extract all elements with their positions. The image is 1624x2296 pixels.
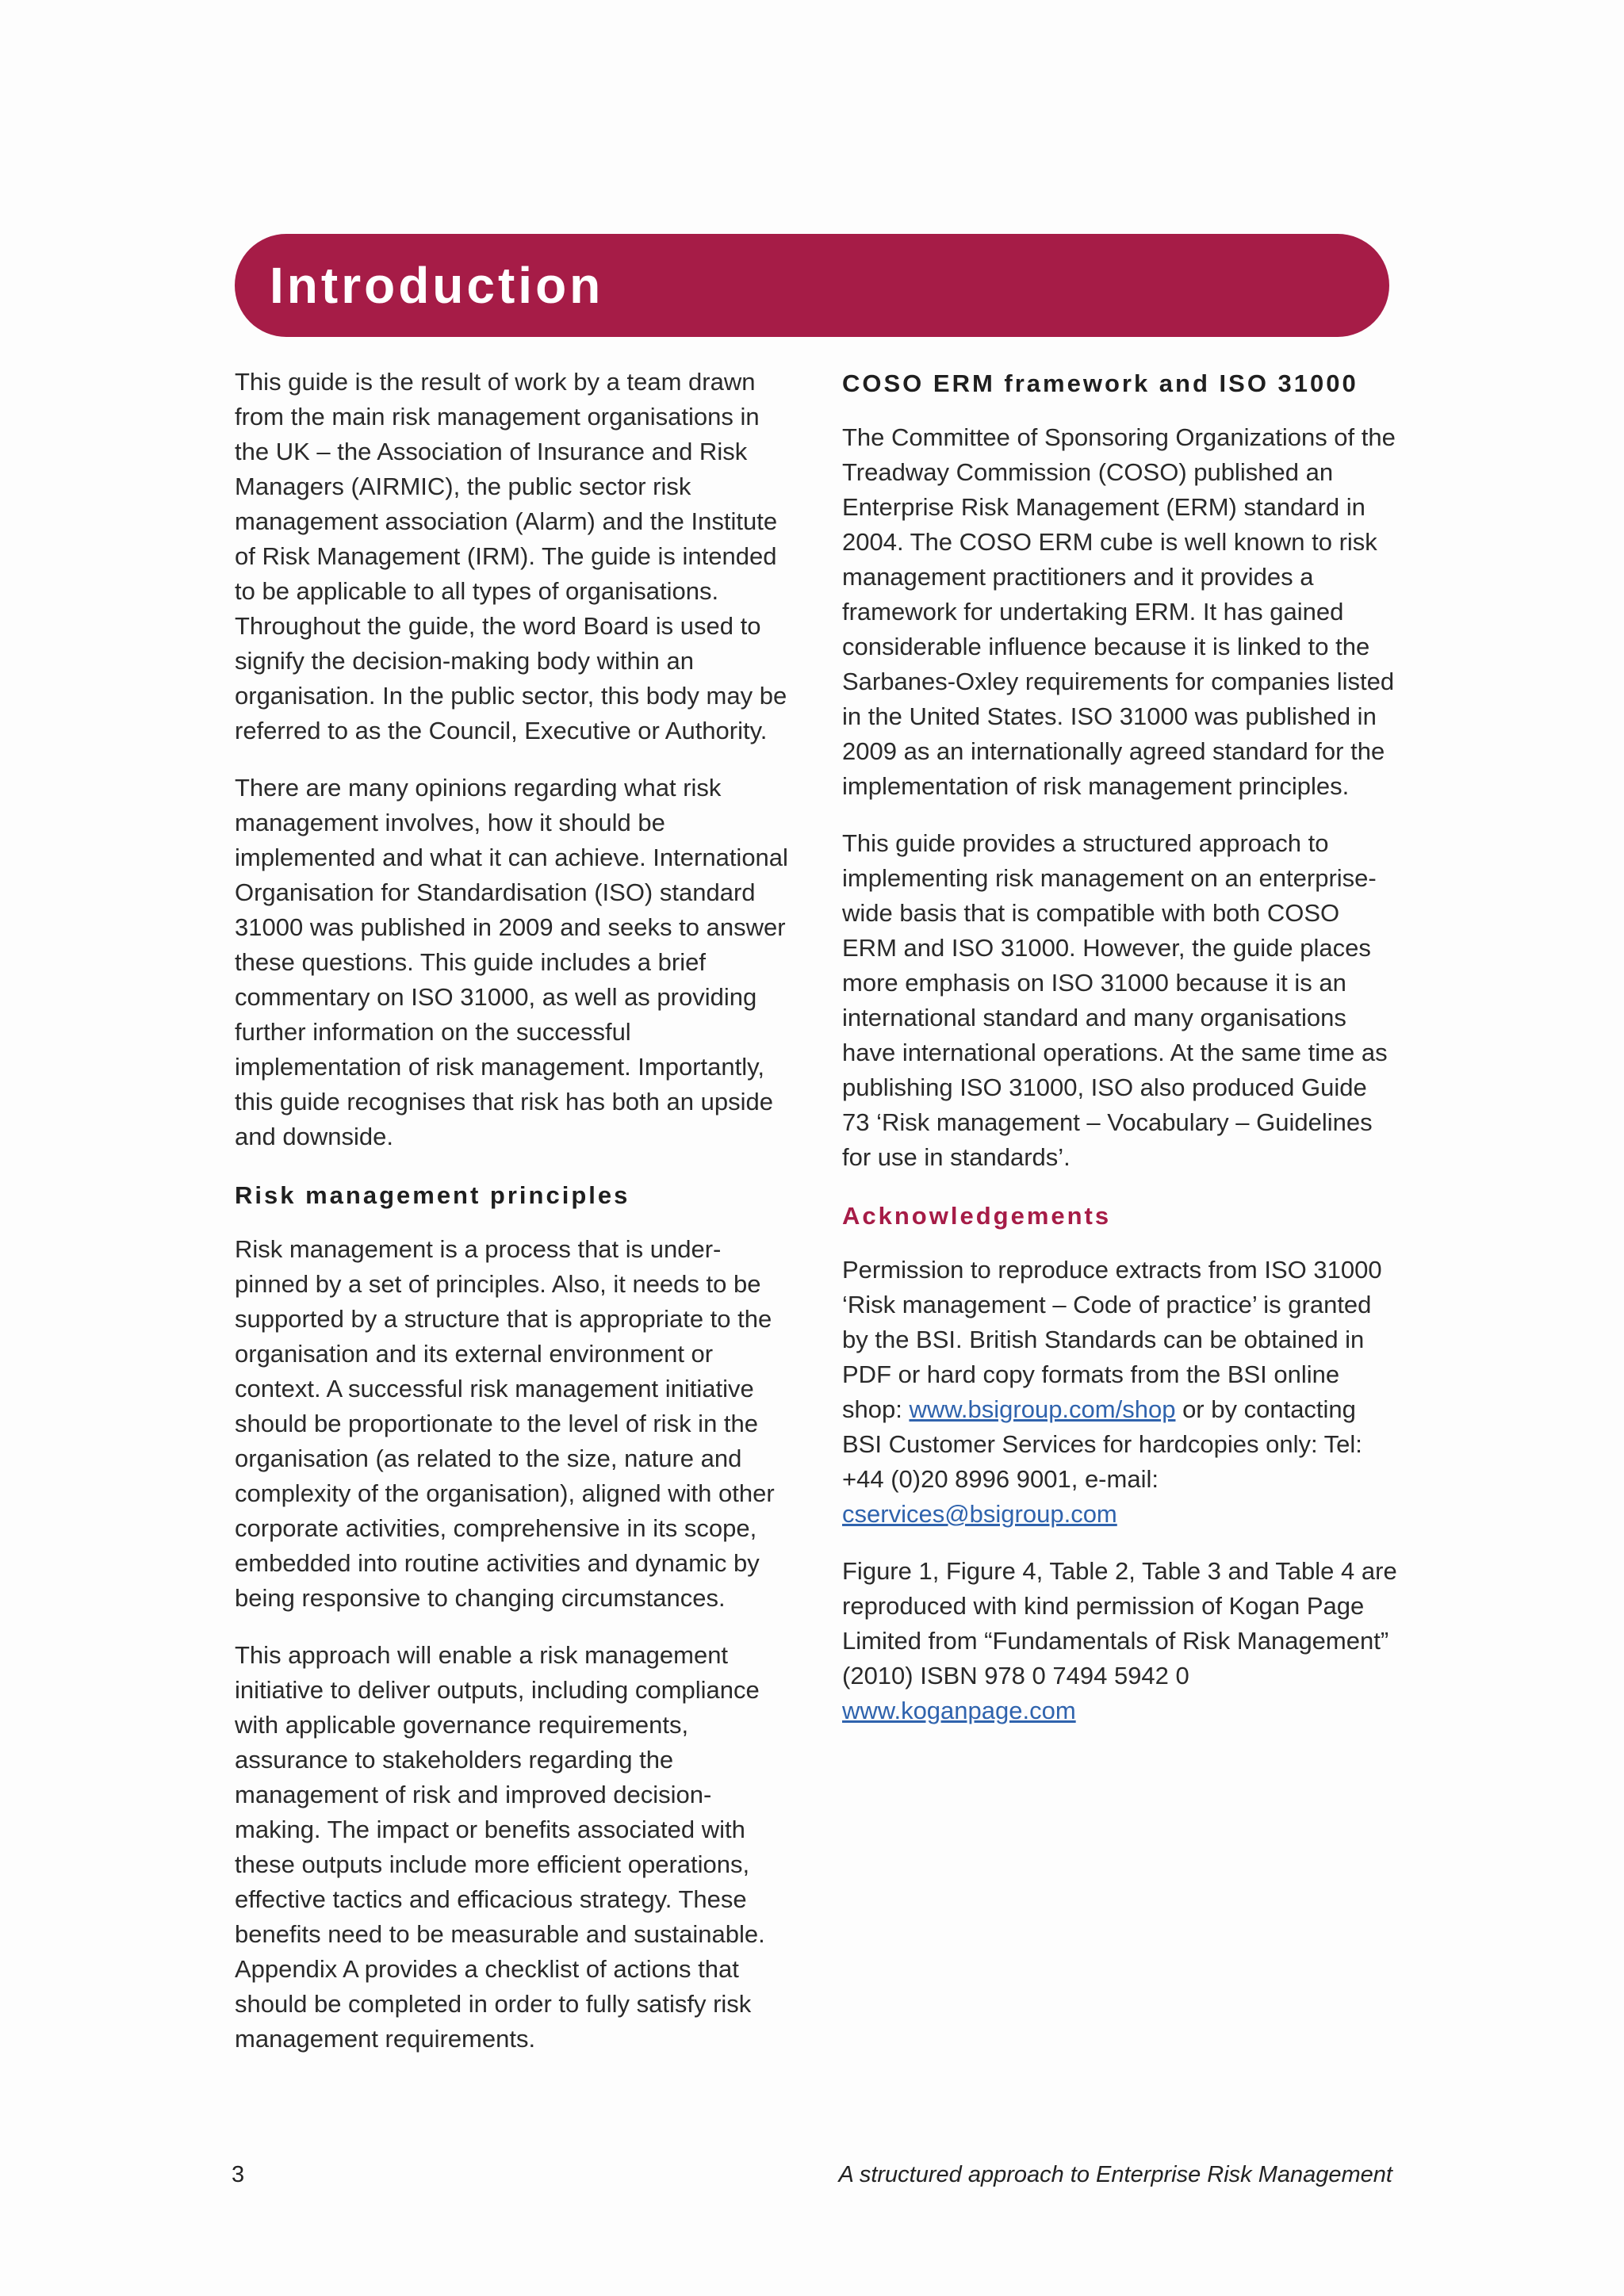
footer-doc-title: A structured approach to Enterprise Risk Management: [838, 2162, 1392, 2187]
acknowledgements-paragraph-2: [842, 1554, 1397, 1728]
coso-paragraph-1: The Committee of Sponsoring Organizations of the Treadway Commission (COSO) published an Enterprise Risk Management (ERM) standard in 2004. The COSO ERM cube is well known to risk management practitioners and it provides a framework for undertaking ERM. It has gained considerable influence because it is linked to the Sarbanes-Oxley requirements for companies listed in the United States. ISO 31000 was published in 2009 as an internationally agreed standard for the implementation of risk management principles.: [842, 423, 1396, 800]
section-heading-acknowledgements: Acknowledgements: [842, 1202, 1112, 1230]
page-number: 3: [232, 2162, 245, 2187]
bsi-email-link[interactable]: cservices@bsigroup.com: [842, 1500, 1117, 1528]
ack-text-2: or by contacting BSI Customer Services for hardcopies only: Tel: +44 (0)20 8996 9001, e-mail:: [842, 1395, 1362, 1493]
section-heading-coso: COSO ERM framework and ISO 31000: [842, 369, 1358, 397]
bsi-shop-link[interactable]: www.bsigroup.com/shop: [909, 1395, 1176, 1423]
acknowledgements-paragraph-1: [842, 1253, 1397, 1532]
ack-text-3: Figure 1, Figure 4, Table 2, Table 3 and Table 4 are reproduced with kind permission of Kogan Page Limited from “Fundamentals of Risk Management” (2010) ISBN 978 0 7494 5942 0: [842, 1557, 1397, 1689]
right-column: [842, 365, 1397, 1751]
principles-paragraph-2: This approach will enable a risk management initiative to deliver outputs, including compliance with applicable governance requirements, assurance to stakeholders regarding the management of risk and improved decision-making. The impact or benefits associated with these outputs include more efficient operations, effective tactics and efficacious strategy. These benefits need to be measurable and sustainable. Appendix A provides a checklist of actions that should be completed in order to fully satisfy risk management requirements.: [235, 1641, 765, 2053]
intro-paragraph-1: This guide is the result of work by a team drawn from the main risk management organisations in the UK – the Association of Insurance and Risk Managers (AIRMIC), the public sector risk management association (Alarm) and the Institute of Risk Management (IRM). The guide is intended to be applicable to all types of organisations. Throughout the guide, the word Board is used to signify the decision-making body within an organisation. In the public sector, this body may be referred to as the Council, Executive or Authority.: [235, 368, 787, 744]
title-banner: [235, 234, 1389, 337]
intro-paragraph-2: There are many opinions regarding what risk management involves, how it should be implemented and what it can achieve. International Organisation for Standardisation (ISO) standard 31000 was published in 2009 and seeks to answer these questions. This guide includes a brief commentary on ISO 31000, as well as providing further information on the successful implementation of risk management. Importantly, this guide recognises that risk has both an upside and downside.: [235, 774, 788, 1150]
left-column: [235, 365, 790, 2079]
ack-text-1: Permission to reproduce extracts from ISO 31000 ‘Risk management – Code of practice’ is granted by the BSI. British Standards can be obtained in PDF or hard copy formats from the BSI online shop:: [842, 1256, 1382, 1423]
section-heading-principles: Risk management principles: [235, 1181, 630, 1209]
page-title: Introduction: [270, 257, 604, 314]
koganpage-link[interactable]: www.koganpage.com: [842, 1697, 1076, 1724]
coso-paragraph-2: This guide provides a structured approach to implementing risk management on an enterprise-wide basis that is compatible with both COSO ERM and ISO 31000. However, the guide places more emphasis on ISO 31000 because it is an international standard and many organisations have international operations. At the same time as publishing ISO 31000, ISO also produced Guide 73 ‘Risk management – Vocabulary – Guidelines for use in standards’.: [842, 829, 1388, 1171]
principles-paragraph-1: Risk management is a process that is under-pinned by a set of principles. Also, it needs to be supported by a structure that is appropriate to the organisation and its external environment or context. A successful risk management initiative should be proportionate to the level of risk in the organisation (as related to the size, nature and complexity of the organisation), aligned with other corporate activities, comprehensive in its scope, embedded into routine activities and dynamic by being responsive to changing circumstances.: [235, 1235, 775, 1612]
